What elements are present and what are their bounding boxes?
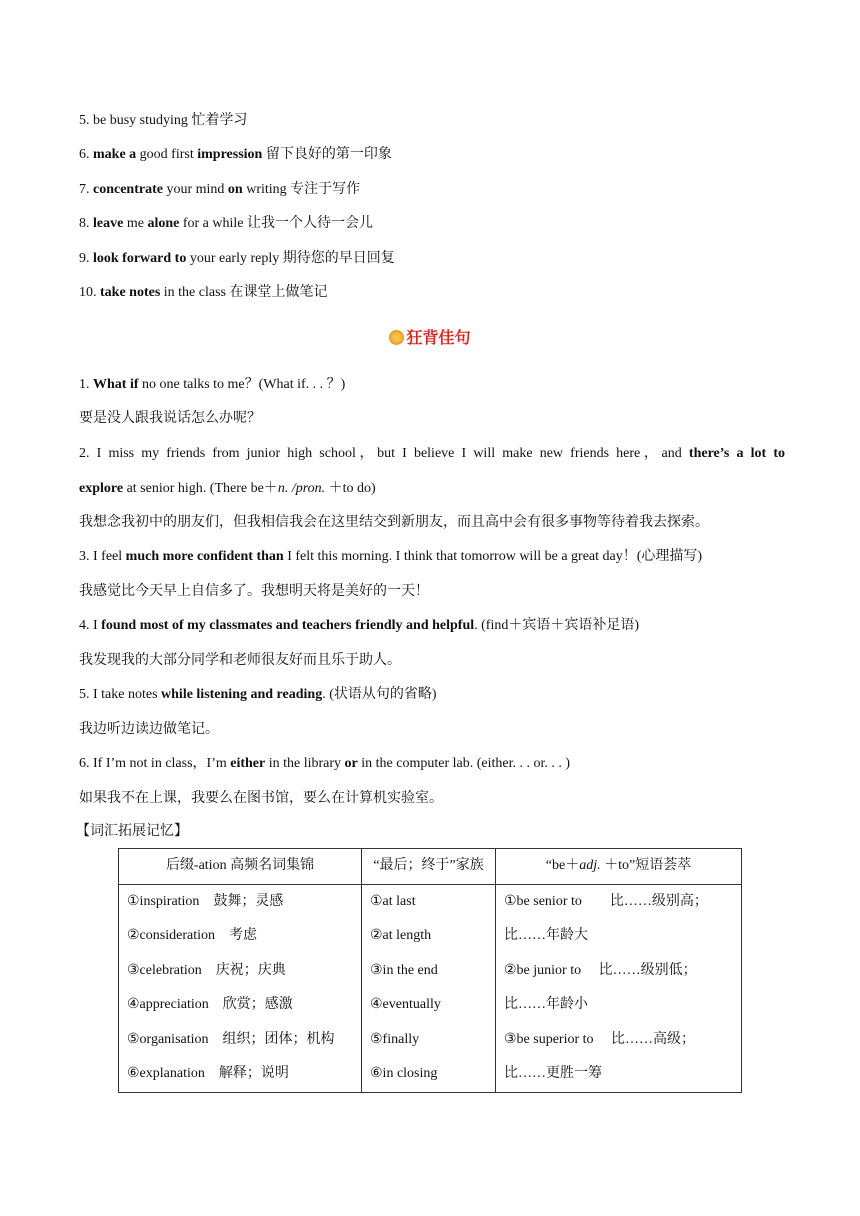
vocab-word: ①inspiration xyxy=(127,893,200,909)
vocab-label: 【词汇拓展记忆】 xyxy=(76,824,188,839)
phrase-number: 9. xyxy=(79,251,90,266)
text-segment: make a xyxy=(89,147,137,162)
text-segment: either xyxy=(230,756,266,771)
vocab-meaning: 解释；说明 xyxy=(218,1066,289,1081)
col-finally-family xyxy=(362,884,496,1092)
vocab-word: ③celebration xyxy=(127,962,202,978)
sentence-chinese: 我发现我的大部分同学和老师很友好而且乐于助人。 xyxy=(79,653,401,668)
text-segment: your early reply 期待您的早日回复 xyxy=(186,251,395,266)
phrase-item xyxy=(79,145,392,165)
phrase-finally: ③in the end xyxy=(370,962,438,978)
text-segment: . (状语从句的省略) xyxy=(322,687,437,702)
sentence-chinese: 我感觉比今天早上自信多了。我想明天将是美好的一天！ xyxy=(79,584,429,599)
header-col-3: “be＋adj. ＋to”短语荟萃 xyxy=(496,849,742,885)
text-segment: 6. If I’m not in class，I’m xyxy=(79,756,231,771)
vocab-word: ⑥explanation xyxy=(127,1066,205,1081)
sentence-chinese: 如果我不在上课，我要么在图书馆，要么在计算机实验室。 xyxy=(79,791,443,806)
header-col-2: “最后；终于”家族 xyxy=(362,849,496,885)
text-segment: on xyxy=(227,182,243,197)
text-segment: or xyxy=(344,756,358,771)
phrase-finally: ⑤finally xyxy=(370,1031,420,1047)
text-segment: 2. I miss my friends from junior high school，but I believe I will make new friends here，and xyxy=(79,446,689,461)
text-segment: be busy studying 忙着学习 xyxy=(89,113,248,128)
text-segment: much more confident than xyxy=(125,549,284,564)
phrase-item xyxy=(79,214,373,234)
phrase-be-adj-to: ①be senior to 比……级别高； xyxy=(504,893,708,909)
vocab-meaning: 组织；团体；机构 xyxy=(222,1031,335,1047)
sentence-english xyxy=(79,685,437,705)
text-segment: take notes xyxy=(96,285,161,300)
sentence-english xyxy=(79,444,785,464)
text-segment: I felt this morning. I think that tomorrow will be a great day！(心理描写) xyxy=(283,549,703,564)
phrase-number: 7. xyxy=(79,182,90,197)
phrase-item xyxy=(79,283,328,303)
phrase-finally: ②at length xyxy=(370,928,432,943)
flower-icon xyxy=(389,330,404,345)
vocab-meaning: 鼓舞；灵感 xyxy=(213,893,284,909)
vocab-word: ⑤organisation xyxy=(127,1031,209,1047)
table-header-row xyxy=(119,849,742,885)
text-segment: What if xyxy=(93,377,139,392)
phrase-be-adj-to: ③be superior to 比……高级； xyxy=(504,1031,696,1047)
text-segment: your mind xyxy=(162,182,228,197)
text-segment: look forward to xyxy=(89,251,187,266)
vocab-meaning: 庆祝；庆典 xyxy=(215,962,286,978)
text-segment: 留下良好的第一印象 xyxy=(262,147,392,162)
sentence-chinese: 我想念我初中的朋友们，但我相信我会在这里结交到新朋友，而且高中会有很多事物等待着我去探索。 xyxy=(79,515,709,530)
sentence-chinese: 我边听边读边做笔记。 xyxy=(79,722,219,737)
text-segment: 5. I take notes xyxy=(79,687,162,702)
sentence-english xyxy=(79,616,639,636)
sentence-chinese: 要是没人跟我说话怎么办呢？ xyxy=(79,411,261,426)
text-segment: at senior high. (There be＋ xyxy=(123,481,278,496)
vocab-meaning: 欣赏；感激 xyxy=(222,997,293,1012)
vocab-item xyxy=(127,988,353,1023)
vocab-item xyxy=(127,919,353,954)
section-heading: 狂背佳句 xyxy=(0,325,860,348)
text-segment: me xyxy=(123,216,148,231)
phrase-number: 6. xyxy=(79,147,90,162)
vocab-item xyxy=(127,1023,353,1058)
sentence-english xyxy=(79,754,570,774)
col-ation-nouns xyxy=(119,884,362,1092)
vocab-item xyxy=(127,885,353,920)
phrase-number: 8. xyxy=(79,216,90,231)
phrase-item xyxy=(79,249,395,269)
phrase-be-adj-to: 比……年龄大 xyxy=(504,928,588,943)
table-body-row xyxy=(119,884,742,1092)
sentence-english xyxy=(79,375,345,395)
text-segment: there’s a lot to xyxy=(688,446,785,461)
vocab-meaning: 考虑 xyxy=(228,928,257,943)
phrase-be-adj-to: 比……年龄小 xyxy=(504,997,588,1012)
header-col-1: 后缀-ation 高频名词集锦 xyxy=(119,849,362,885)
text-segment: ＋to do) xyxy=(325,481,376,496)
text-segment: 4. I xyxy=(79,618,102,633)
phrase-be-adj-to: 比……更胜一筹 xyxy=(504,1066,602,1081)
text-segment: writing 专注于写作 xyxy=(242,182,361,197)
text-segment: impression xyxy=(197,147,263,162)
vocab-table xyxy=(118,848,742,1093)
vocab-word: ②consideration xyxy=(127,928,215,943)
text-segment: n. /pron. xyxy=(277,481,326,496)
phrase-item xyxy=(79,111,247,131)
phrase-item xyxy=(79,180,360,200)
text-segment: 1. xyxy=(79,377,93,392)
col-be-adj-to xyxy=(496,884,742,1092)
text-segment: leave xyxy=(89,216,124,231)
sentence-english xyxy=(79,547,702,567)
text-segment: . (find＋宾语＋宾语补足语) xyxy=(474,618,640,633)
phrase-number: 10. xyxy=(79,285,97,300)
text-segment: good first xyxy=(136,147,198,162)
phrase-finally: ⑥in closing xyxy=(370,1066,438,1081)
vocab-item xyxy=(127,1057,353,1092)
phrase-be-adj-to: ②be junior to 比……级别低； xyxy=(504,962,697,978)
vocab-word: ④appreciation xyxy=(127,997,209,1012)
text-segment: in the library xyxy=(265,756,345,771)
phrase-finally: ①at last xyxy=(370,893,416,909)
text-segment: explore xyxy=(79,481,124,496)
text-segment: for a while 让我一个人待一会儿 xyxy=(179,216,373,231)
sentence-english-continued xyxy=(79,479,376,499)
text-segment: in the computer lab. (either. . . or. . . ) xyxy=(357,756,571,771)
phrase-finally: ④eventually xyxy=(370,997,441,1012)
text-segment: no one talks to me？(What if. . . ？) xyxy=(138,377,346,392)
phrase-number: 5. xyxy=(79,113,90,128)
text-segment: found most of my classmates and teachers friendly and helpful xyxy=(101,618,475,633)
text-segment: 3. I feel xyxy=(79,549,126,564)
text-segment: concentrate xyxy=(89,182,163,197)
text-segment: in the class 在课堂上做笔记 xyxy=(160,285,328,300)
text-segment: while listening and reading xyxy=(161,687,323,702)
vocab-item xyxy=(127,954,353,989)
text-segment: alone xyxy=(147,216,180,231)
